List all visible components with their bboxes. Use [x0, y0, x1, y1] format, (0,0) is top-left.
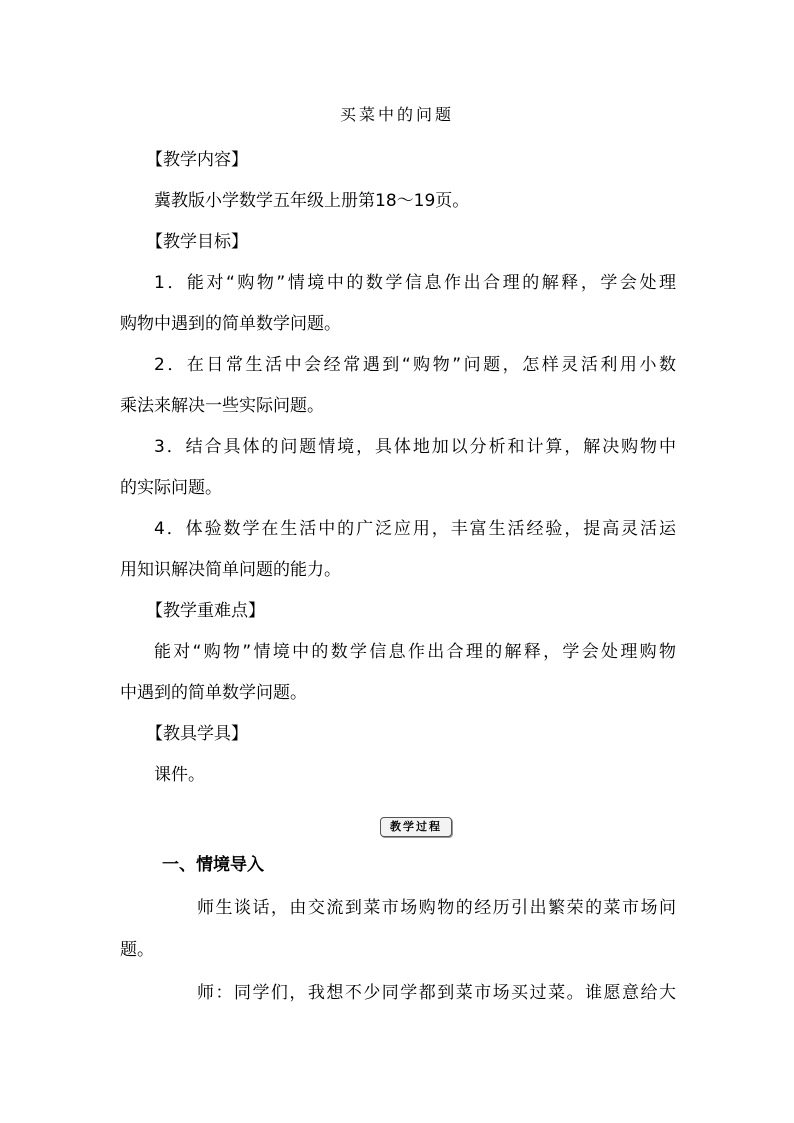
section-heading-content: 【教学内容】: [146, 150, 248, 170]
key-points-line-1: 能对“购物”情境中的数学信息作出合理的解释，学会处理购物: [154, 642, 676, 662]
materials-text: 课件。: [154, 765, 205, 785]
section-heading-materials: 【教具学具】: [146, 724, 248, 744]
section-heading-key-points: 【教学重难点】: [146, 601, 265, 621]
goal-3-line-1: 3．结合具体的问题情境，具体地加以分析和计算，解决购物中: [154, 437, 676, 457]
content-text: 冀教版小学数学五年级上册第18～19页。: [154, 191, 470, 211]
goal-2-line-2: 乘法来解决一些实际问题。: [120, 396, 324, 416]
teaching-process-badge: 教学过程: [380, 817, 452, 837]
key-points-line-2: 中遇到的简单数学问题。: [120, 683, 307, 703]
section-heading-goals: 【教学目标】: [146, 232, 248, 252]
goal-1-line-2: 购物中遇到的简单数学问题。: [120, 314, 341, 334]
goal-4-line-2: 用知识解决简单问题的能力。: [120, 560, 341, 580]
intro-heading: 一、情境导入: [162, 855, 264, 875]
goal-1-line-1: 1．能对“购物”情境中的数学信息作出合理的解释，学会处理: [154, 273, 676, 293]
goal-2-line-1: 2．在日常生活中会经常遇到“购物”问题，怎样灵活利用小数: [154, 355, 676, 375]
intro-para-1-line-1: 师生谈话，由交流到菜市场购物的经历引出繁荣的菜市场问: [197, 898, 676, 918]
goal-4-line-1: 4．体验数学在生活中的广泛应用，丰富生活经验，提高灵活运: [154, 519, 676, 539]
intro-para-2-line-1: 师：同学们，我想不少同学都到菜市场买过菜。谁愿意给大: [197, 983, 676, 1003]
page-title: 买菜中的问题: [339, 105, 454, 124]
intro-para-1-line-2: 题。: [120, 940, 154, 960]
goal-3-line-2: 的实际问题。: [120, 478, 222, 498]
